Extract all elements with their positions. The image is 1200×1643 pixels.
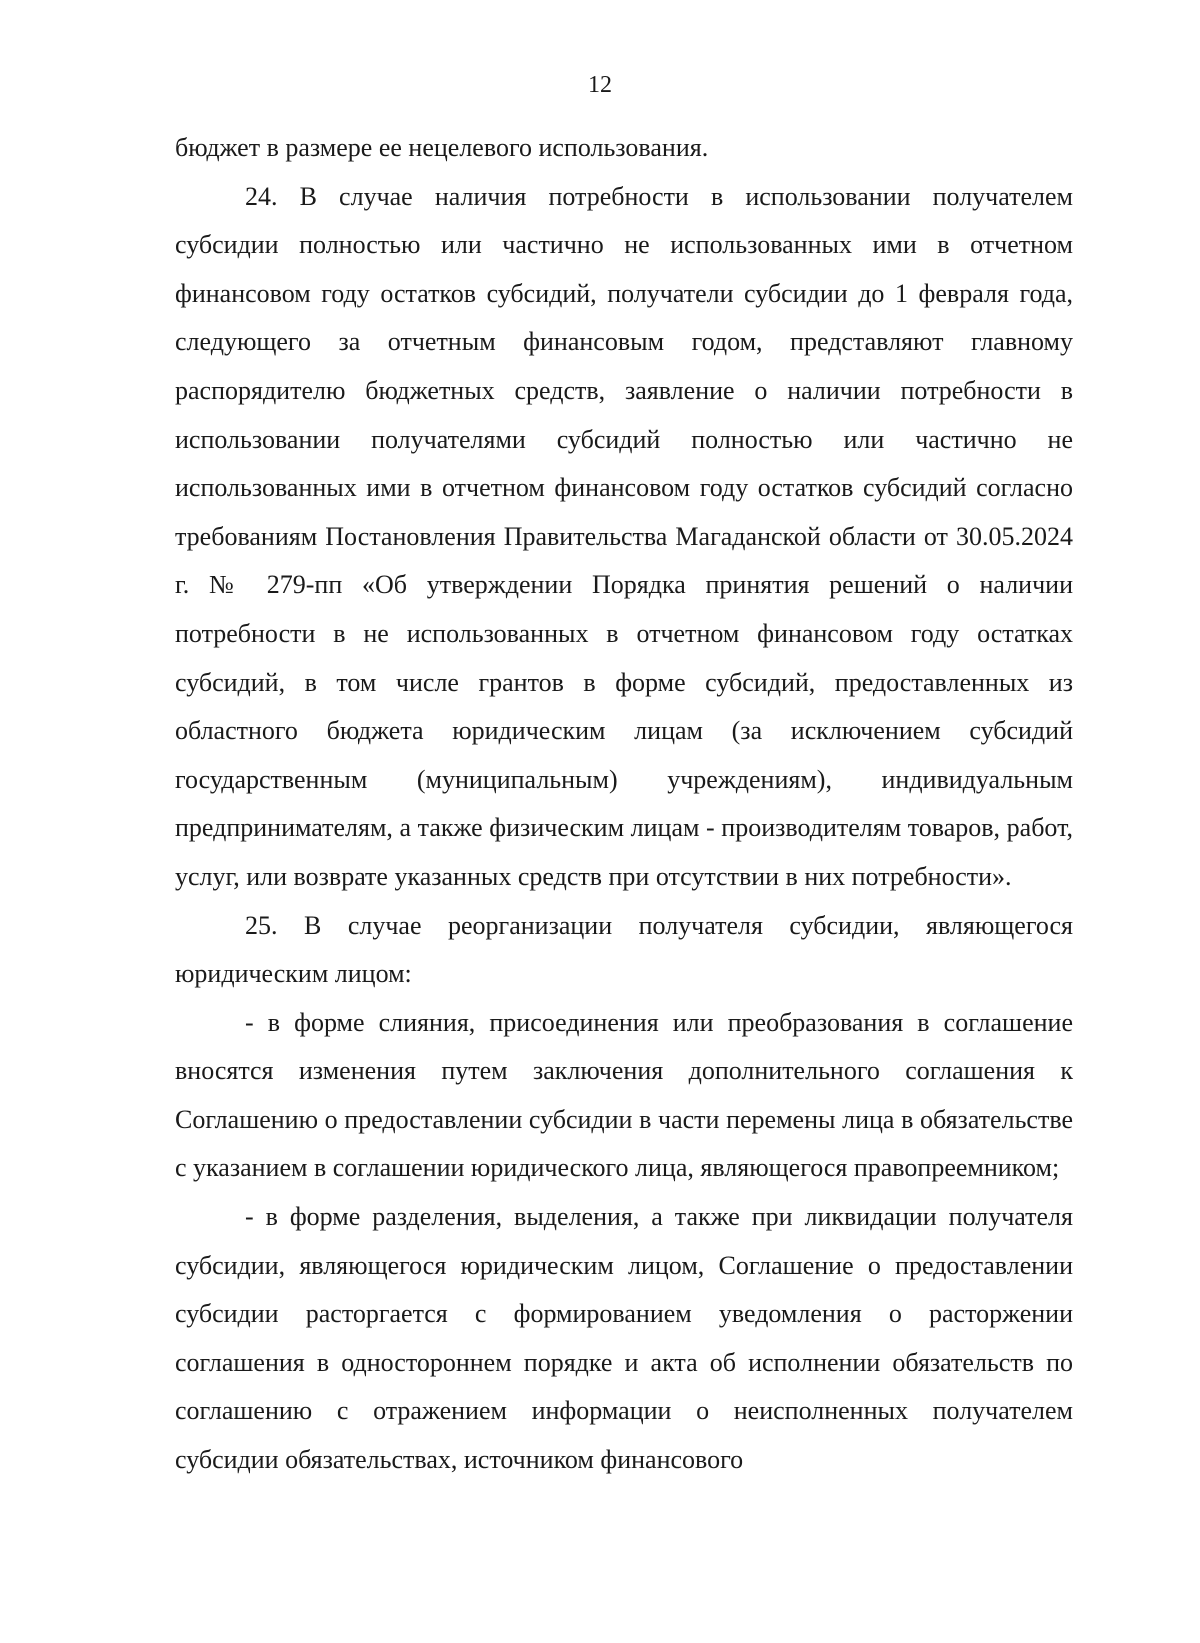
document-body	[175, 124, 1073, 1485]
list-item-merger: - в форме слияния, присоединения или преобразования в соглашение вносятся изменения путем заключения дополнительного соглашения к Соглашению о предоставлении субсидии в части перемены лица в обязательстве с указанием в соглашении юридического лица, являющегося правопреемником;	[175, 1007, 1073, 1183]
list-item-division: - в форме разделения, выделения, а также при ликвидации получателя субсидии, являющегося юридическим лицом, Соглашение о предоставлении субсидии расторгается с формированием уведомления о расторжении соглашения в одностороннем порядке и акта об исполнении обязательств по соглашению с отражением информации о неисполненных получателем субсидии обязательствах, источником финансового	[175, 1202, 1073, 1475]
paragraph-25: 25. В случае реорганизации получателя субсидии, являющегося юридическим лицом:	[175, 910, 1073, 989]
paragraph-24: 24. В случае наличия потребности в использовании получателем субсидии полностью или частично не использованных ими в отчетном финансовом году остатков субсидий, получатели субсидии до 1 февраля года, следующего за отчетным финансовым годом, представляют главному распорядителю бюджетных средств, заявление о наличии потребности в использовании получателями субсидий полностью или частично не использованных ими в отчетном финансовом году остатков субсидий согласно требованиям Постановления Правительства Магаданской области от 30.05.2024 г. № 279-пп «Об утверждении Порядка принятия решений о наличии потребности в не использованных в отчетном финансовом году остатках субсидий, в том числе грантов в форме субсидий, предоставленных из областного бюджета юридическим лицам (за исключением субсидий государственным (муниципальным) учреждениям), индивидуальным предпринимателям, а также физическим лицам - производителям товаров, работ, услуг, или возврате указанных средств при отсутствии в них потребности».	[175, 181, 1073, 891]
paragraph-continuation: бюджет в размере ее нецелевого использования.	[175, 133, 709, 162]
page-number: 12	[588, 72, 612, 98]
